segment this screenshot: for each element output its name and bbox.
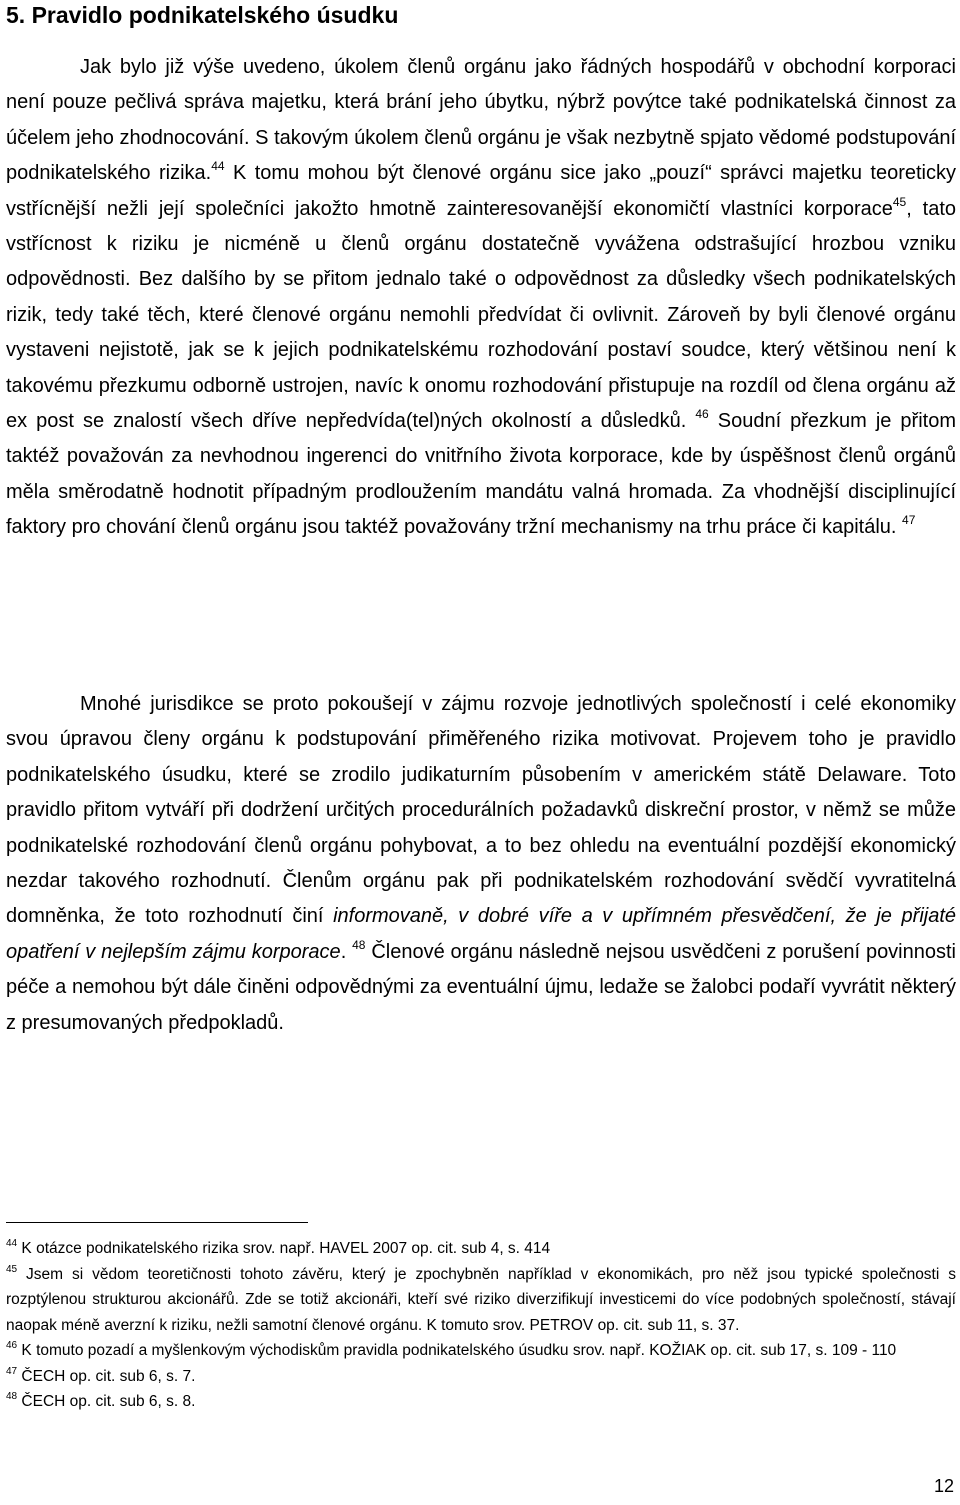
paragraph-2-text-a: Mnohé jurisdikce se proto pokoušejí v zájmu rozvoje jednotlivých společností i celé ekonomiky svou úpravou členy orgánu k podstupování přiměřeného rizika motivovat. Projevem toho je pravidlo podnikatelského úsudku, které se zrodilo judikaturním působením v americkém státě Delaware. Toto pravidlo přitom vytváří při dodržení určitých procedurálních požadavků diskreční prostor, v němž se může podnikatelské rozhodování členů orgánu pohybovat, a to bez ohledu na eventuální pozdější ekonomický nezdar takového rozhodnutí. Členům orgánu pak při podnikatelském rozhodování svědčí vyvratitelná domněnka, že toto rozhodnutí činí <box>6 693 956 928</box>
footnote-ref-44[interactable]: 44 <box>211 159 225 174</box>
footnote-text: Jsem si vědom teoretičnosti tohoto závěru, který je zpochybněn například v ekonomikách, pro něž jsou typické společnosti s rozptýlenou strukturou akcionářů. Zde se totiž akcionáři, kteří své riziko diverzifikují investicemi do více podobných společností, stávají naopak méně averzní k riziku, nežli samotní členové orgánu. K tomuto srov. PETROV op. cit. sub 11, s. 37. <box>6 1265 956 1334</box>
paragraph-2-period: . <box>340 940 347 963</box>
footnote-number: 44 <box>6 1238 18 1249</box>
footnote-47 <box>6 1364 956 1390</box>
paragraph-1 <box>6 50 956 546</box>
footnote-ref-46[interactable]: 46 <box>695 407 709 422</box>
paragraph-1-text-a: Jak bylo již výše uvedeno, úkolem členů orgánu jako řádných hospodářů v obchodní korporaci není pouze pečlivá správa majetku, která brání jeho úbytku, nýbrž povýtce také podnikatelská činnost za účelem jeho zhodnocování. S takovým úkolem členů orgánu je však nezbytně spjato vědomé podstupování podnikatelského rizika. <box>6 56 956 185</box>
footnote-46 <box>6 1338 956 1364</box>
footnote-text: ČECH op. cit. sub 6, s. 7. <box>17 1367 196 1385</box>
paragraph-2-italic-text: informovaně, v dobré víře a v upřímném přesvědčení, že je přijaté opatření v nejlepším zájmu korporace <box>6 905 957 963</box>
section-heading: 5. Pravidlo podnikatelského úsudku <box>6 2 399 28</box>
footnote-text: ČECH op. cit. sub 6, s. 8. <box>17 1393 196 1410</box>
footnote-44 <box>6 1236 956 1262</box>
footnote-45 <box>6 1262 956 1339</box>
footnote-number: 48 <box>6 1391 18 1402</box>
footnote-number: 46 <box>6 1340 18 1351</box>
footnote-ref-45[interactable]: 45 <box>892 194 907 209</box>
footnote-text: K otázce podnikatelského rizika srov. např. HAVEL 2007 op. cit. sub 4, s. 414 <box>17 1240 551 1257</box>
paragraph-1-text-d: Soudní přezkum je přitom taktéž považován za nevhodnou ingerenci do vnitřního života korporace, kde by úspěšnost členů orgánů měla směrodatně hodnotit případným prodloužením mandátu valná hromada. Za vhodnější disciplinující faktory pro chování členů orgánu jsou taktéž považovány tržní mechanismy na trhu práce či kapitálu. <box>6 410 956 539</box>
footnote-number: 45 <box>6 1263 18 1275</box>
footnotes <box>6 1236 956 1415</box>
page-number: 12 <box>933 1476 954 1496</box>
paragraph-1-text-c: , tato vstřícnost k riziku je nicméně u členů orgánu dostatečně vyvážena odstrašující hrozbou vzniku odpovědnosti. Bez dalšího by se přitom jednalo také o odpovědnost za důsledky všech podnikatelských rizik, tedy také těch, které členové orgánu nemohli předvídat či ovlivnit. Zároveň by byli členové orgánu vystaveni nejistotě, jak se k jejich podnikatelskému rozhodování postaví soudce, který většinou není k takovému přezkumu odborně ustrojen, navíc k onomu rozhodování přistupuje na rozdíl od člena orgánu až ex post se znalostí všech dříve nepředvída(tel)ných okolností a důsledků. <box>6 197 956 433</box>
footnote-ref-48[interactable]: 48 <box>352 937 366 952</box>
footnote-separator <box>6 1222 308 1223</box>
paragraph-1-text-b: K tomu mohou být členové orgánu sice jako „pouzí“ správci majetku teoreticky vstřícnější nežli její společníci jakožto hmotně zainteresovanější ekonomičtí vlastníci korporace <box>6 162 956 220</box>
footnote-48 <box>6 1389 956 1415</box>
paragraph-2-text-b: Členové orgánu následně nejsou usvědčeni z porušení povinnosti péče a nemohou být dále činěni odpovědnými za eventuální újmu, ledaže se žalobci podaří vyvrátit některý z presumovaných předpokladů. <box>6 940 956 1034</box>
footnote-text: K tomuto pozadí a myšlenkovým východiskům pravidla podnikatelského úsudku srov. např. KOŽIAK op. cit. sub 17, s. 109 - 110 <box>17 1342 897 1359</box>
paragraph-2 <box>6 687 956 1041</box>
footnote-ref-47[interactable]: 47 <box>902 513 916 528</box>
footnote-number: 47 <box>6 1365 18 1377</box>
